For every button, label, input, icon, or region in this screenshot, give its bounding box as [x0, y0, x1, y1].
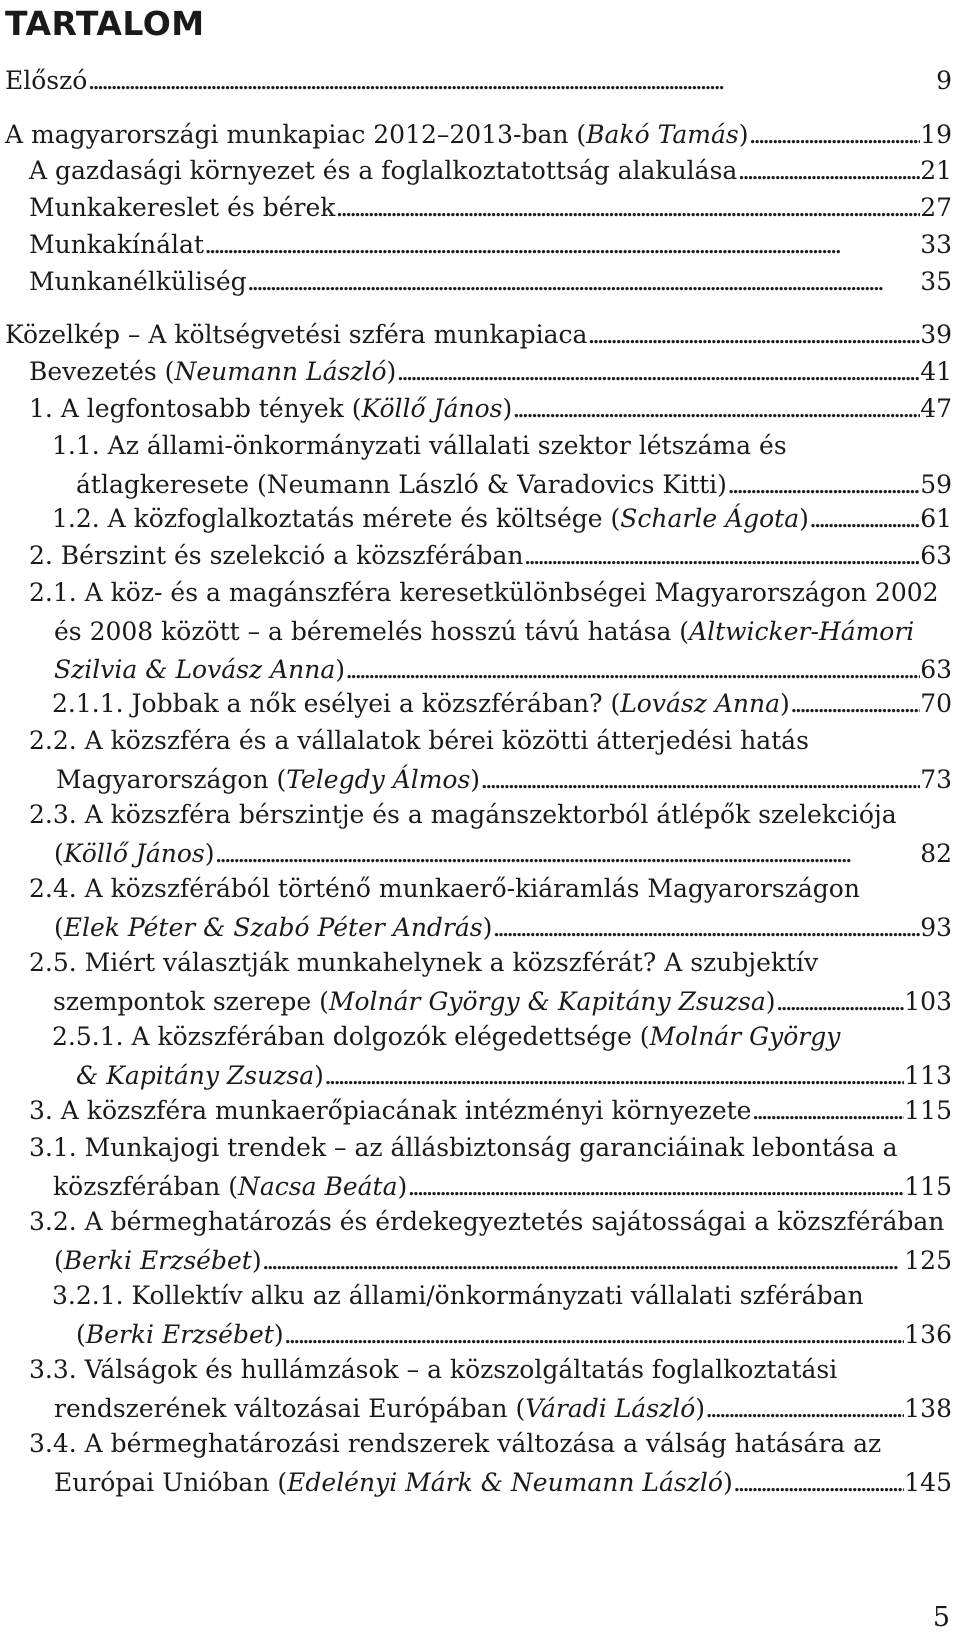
- toc-title-text: ): [335, 655, 346, 684]
- toc-title-text: (: [54, 1245, 64, 1275]
- toc-page-number: 93: [920, 912, 952, 942]
- toc-title-text: ): [738, 120, 749, 149]
- toc-title-text: 3.4. A bérmeghatározási rendszerek változása a válság hatására az: [29, 1429, 882, 1458]
- toc-page-number: 145: [904, 1467, 952, 1497]
- dot-leader: [809, 500, 920, 539]
- toc-title-text: Munkanélküliség: [29, 267, 247, 296]
- toc-entry[interactable]: [29, 1092, 952, 1131]
- toc-entry-title: [29, 226, 204, 265]
- toc-line: [29, 226, 952, 265]
- toc-entry[interactable]: [29, 152, 952, 191]
- toc-author: Edelényi Márk & Neumann László: [287, 1467, 723, 1497]
- toc-line: [29, 152, 952, 191]
- toc-page-number: 70: [920, 689, 952, 718]
- toc-title-text: 3. A közszféra munkaerőpiacának intézményi környezete: [29, 1096, 752, 1125]
- toc-page-number: 125: [904, 1245, 952, 1275]
- toc-entry-title: [54, 1464, 733, 1503]
- toc-author: Berki Erzsébet: [63, 1245, 252, 1275]
- toc-page-number: 27: [920, 193, 952, 222]
- dot-leader: [324, 1057, 904, 1096]
- toc-entry-title: [5, 316, 587, 355]
- toc-title-text: 2.3. A közszféra bérszintje és a magánszektorból átlépők szelekciója: [29, 800, 897, 829]
- toc-entry-title: [53, 1168, 407, 1207]
- toc-title-text: Európai Unióban (: [54, 1467, 288, 1497]
- toc-entry-title: [76, 1316, 284, 1355]
- toc-author: Bakó Tamás: [586, 120, 739, 149]
- toc-line: [29, 1425, 952, 1464]
- toc-title-text: Munkakereslet és bérek: [29, 193, 336, 222]
- toc-entry-title: [29, 726, 809, 755]
- toc-title-text: 2.5.1. A közszférában dolgozók elégedettsége (: [52, 1022, 650, 1051]
- toc-author: Molnár György: [649, 1022, 841, 1051]
- toc-title-text: átlagkeresete (Neumann László & Varadovics Kitti): [76, 469, 727, 499]
- dot-leader: [407, 1168, 904, 1207]
- toc-entry[interactable]: [52, 1277, 952, 1354]
- toc-entry[interactable]: [5, 116, 952, 155]
- toc-entry-title: [29, 390, 512, 429]
- toc-entry-title: [54, 651, 345, 690]
- toc-page-number: 33: [920, 230, 952, 259]
- toc-line: [29, 613, 952, 652]
- toc-author: Köllő János: [63, 838, 205, 868]
- toc-author: & Kapitány Zsuzsa: [76, 1060, 315, 1090]
- toc-entry-title: [5, 62, 87, 101]
- toc-title-text: A magyarországi munkapiac 2012–2013-ban (: [5, 120, 587, 149]
- toc-title-text: 2.1.1. Jobbak a nők esélyei a közszférában? (: [52, 689, 621, 718]
- toc-entry[interactable]: [29, 1203, 952, 1280]
- toc-entry[interactable]: [29, 870, 952, 947]
- toc-page-number: 35: [920, 267, 952, 296]
- toc-line: [29, 1390, 952, 1429]
- toc-entry[interactable]: [29, 796, 952, 873]
- toc-author: Telegdy Álmos: [286, 764, 471, 794]
- toc-author: Neumann László: [174, 357, 387, 386]
- dot-leader: [523, 537, 920, 576]
- toc-title-text: és 2008 között – a béremelés hosszú távú hatása (: [54, 616, 690, 646]
- toc-entry-title: [53, 983, 776, 1022]
- toc-title-text: Bevezetés (: [29, 357, 175, 386]
- toc-title-text: 1. A legfontosabb tények (: [29, 394, 362, 423]
- toc-title-text: ): [251, 1245, 262, 1275]
- page-title: TARTALOM: [5, 4, 205, 43]
- toc-entry-title: [52, 1281, 864, 1310]
- dot-leader: [215, 835, 921, 874]
- toc-title-text: ): [765, 986, 776, 1016]
- dot-leader: [587, 316, 920, 355]
- toc-entry-title: [29, 189, 335, 228]
- toc-title-text: 2.4. A közszférából történő munkaerő-kiáramlás Magyarországon: [29, 874, 860, 903]
- toc-author: Elek Péter & Szabó Péter András: [63, 912, 483, 942]
- toc-line: [29, 761, 952, 800]
- toc-entry[interactable]: [29, 390, 952, 429]
- toc-author: Berki Erzsébet: [85, 1319, 274, 1349]
- toc-line: [29, 870, 952, 909]
- dot-leader: [284, 1316, 905, 1355]
- toc-page-number: 47: [920, 394, 952, 423]
- toc-page-number: 82: [920, 838, 952, 868]
- toc-title-text: A gazdasági környezet és a foglalkoztatottság alakulása: [29, 156, 738, 185]
- toc-line: [5, 116, 952, 155]
- toc-entry-title: [54, 835, 215, 874]
- toc-line: [52, 500, 952, 539]
- toc-entry-title: [52, 500, 809, 539]
- toc-title-text: Magyarországon (: [56, 764, 287, 794]
- toc-title-text: ): [695, 1393, 706, 1423]
- toc-line: [29, 1203, 952, 1242]
- toc-page-number: 9: [936, 66, 952, 95]
- toc-page-number: 115: [904, 1096, 952, 1125]
- toc-entry-title: [29, 1207, 944, 1236]
- toc-title-text: ): [722, 1467, 733, 1497]
- toc-entry-title: [29, 1429, 881, 1458]
- toc-title-text: 3.2. A bérmeghatározás és érdekegyeztetés sajátosságai a közszférában: [29, 1207, 945, 1236]
- toc-entry[interactable]: [5, 316, 952, 355]
- toc-entry-title: [29, 263, 247, 302]
- toc-title-text: 3.3. Válságok és hullámzások – a közszolgáltatás foglalkoztatási: [29, 1355, 838, 1384]
- toc-title-text: ): [273, 1319, 284, 1349]
- toc-line: [29, 1464, 952, 1503]
- toc-entry[interactable]: [29, 537, 952, 576]
- toc-page-number: 59: [920, 469, 952, 499]
- toc-entry[interactable]: [29, 944, 952, 1021]
- toc-line: [29, 835, 952, 874]
- toc-entry-title: [29, 353, 396, 392]
- toc-page-number: 136: [904, 1319, 952, 1349]
- toc-line: [29, 651, 952, 690]
- toc-entry-title: [54, 1390, 705, 1429]
- toc-title-text: közszférában (: [53, 1171, 238, 1201]
- toc-title-text: 2.1. A köz- és a magánszféra keresetkülönbségei Magyarországon 2002: [29, 578, 939, 607]
- dot-leader: [705, 1390, 904, 1429]
- toc-entry-title: [29, 578, 939, 607]
- toc-page-number: 19: [920, 120, 952, 149]
- toc-author: Molnár György & Kapitány Zsuzsa: [328, 986, 766, 1016]
- toc-entry-title: [76, 1057, 324, 1096]
- toc-line: [29, 353, 952, 392]
- toc-entry-title: [56, 761, 480, 800]
- toc-entry-title: [76, 466, 727, 505]
- toc-page-number: 39: [920, 320, 952, 349]
- dot-leader: [396, 353, 920, 392]
- toc-line: [52, 685, 952, 724]
- toc-line: [5, 316, 952, 355]
- toc-entry[interactable]: [5, 62, 952, 101]
- toc-title-text: (: [54, 838, 64, 868]
- toc-title-text: 3.1. Munkajogi trendek – az állásbiztonság garanciáinak lebontása a: [29, 1133, 898, 1162]
- toc-entry[interactable]: [29, 263, 952, 302]
- toc-page-number: 138: [904, 1393, 952, 1423]
- toc-title-text: ): [386, 357, 397, 386]
- toc-entry-title: [29, 537, 523, 576]
- toc-author: Scharle Ágota: [620, 504, 800, 533]
- toc-line: [29, 189, 952, 228]
- toc-line: [29, 722, 952, 761]
- toc-title-text: (: [54, 912, 64, 942]
- toc-page-number: 73: [920, 764, 952, 794]
- toc-line: [5, 62, 952, 101]
- toc-entry-title: [29, 1133, 898, 1162]
- toc-title-text: szempontok szerepe (: [53, 986, 329, 1016]
- toc-entry[interactable]: [52, 500, 952, 539]
- toc-author: Lovász Anna: [620, 689, 780, 718]
- toc-title-text: Közelkép – A költségvetési szféra munkapiaca: [5, 320, 588, 349]
- dot-leader: [727, 466, 920, 505]
- toc-title-text: ): [204, 838, 215, 868]
- toc-entry-title: [54, 1242, 262, 1281]
- toc-title-text: ): [482, 912, 493, 942]
- dot-leader: [776, 983, 905, 1022]
- toc-entry-title: [29, 948, 818, 977]
- toc-title-text: 2.5. Miért választják munkahelynek a közszférát? A szubjektív: [29, 948, 819, 977]
- dot-leader: [204, 226, 920, 265]
- toc-line: [29, 1168, 952, 1207]
- toc-entry-title: [52, 685, 790, 724]
- toc-title-text: 2.2. A közszféra és a vállalatok bérei közötti átterjedési hatás: [29, 726, 809, 755]
- dot-leader: [345, 651, 920, 690]
- toc-entry[interactable]: [29, 574, 952, 690]
- toc-entry[interactable]: [29, 353, 952, 392]
- page-number: 5: [932, 1602, 950, 1633]
- toc-line: [29, 796, 952, 835]
- dot-leader: [480, 761, 920, 800]
- toc-entry-title: [29, 152, 737, 191]
- toc-entry-title: [52, 431, 787, 460]
- toc-line: [29, 983, 952, 1022]
- toc-page-number: 21: [920, 156, 952, 185]
- toc-page-number: 115: [904, 1171, 952, 1201]
- dot-leader: [335, 189, 920, 228]
- toc-title-text: Munkakínálat: [29, 230, 204, 259]
- toc-entry[interactable]: [52, 685, 952, 724]
- toc-page-number: 63: [920, 541, 952, 570]
- dot-leader: [751, 1092, 904, 1131]
- toc-entry[interactable]: [29, 189, 952, 228]
- toc-title-text: ): [397, 1171, 408, 1201]
- toc-title-text: (: [76, 1319, 86, 1349]
- toc-line: [29, 1351, 952, 1390]
- toc-entry[interactable]: [52, 1018, 952, 1095]
- toc-title-text: 1.1. Az állami-önkormányzati vállalati szektor létszáma és: [52, 431, 787, 460]
- dot-leader: [492, 909, 920, 948]
- toc-line: [52, 466, 952, 505]
- toc-line: [29, 1129, 952, 1168]
- toc-line: [52, 1057, 952, 1096]
- toc-author: Szilvia & Lovász Anna: [54, 655, 336, 684]
- dot-leader: [733, 1464, 905, 1503]
- toc-line: [29, 263, 952, 302]
- toc-author: Altwicker-Hámori: [689, 616, 915, 646]
- dot-leader: [262, 1242, 905, 1281]
- toc-page-number: 41: [920, 357, 952, 386]
- toc-line: [29, 944, 952, 983]
- toc-line: [52, 1018, 952, 1057]
- toc-title-text: ): [314, 1060, 324, 1090]
- toc-line: [29, 574, 952, 613]
- toc-entry[interactable]: [29, 722, 952, 799]
- dot-leader: [247, 263, 921, 302]
- toc-entry[interactable]: [29, 1425, 952, 1502]
- toc-entry-title: [5, 116, 748, 155]
- toc-line: [52, 427, 952, 466]
- toc-page-number: 63: [920, 655, 952, 684]
- toc-title-text: ): [799, 504, 809, 533]
- dot-leader: [748, 116, 920, 155]
- toc-author: Váradi László: [525, 1393, 696, 1423]
- toc-entry[interactable]: [29, 1351, 952, 1428]
- toc-page-number: 113: [904, 1060, 952, 1090]
- toc-entry[interactable]: [29, 226, 952, 265]
- toc-entry[interactable]: [52, 427, 952, 504]
- toc-title-text: rendszerének változásai Európában (: [54, 1393, 526, 1423]
- dot-leader: [737, 152, 920, 191]
- toc-author: Köllő János: [361, 394, 503, 423]
- toc-title-text: ): [780, 689, 790, 718]
- toc-entry-title: [29, 1092, 751, 1131]
- toc-line: [29, 909, 952, 948]
- toc-entry[interactable]: [29, 1129, 952, 1206]
- toc-title-text: ): [470, 764, 481, 794]
- toc-line: [29, 1242, 952, 1281]
- toc-entry-title: [54, 617, 914, 646]
- toc-title-text: Előszó: [5, 66, 88, 95]
- toc-line: [52, 1316, 952, 1355]
- dot-leader: [87, 62, 936, 101]
- toc-entry-title: [29, 1355, 837, 1384]
- toc-entry-title: [29, 800, 897, 829]
- toc-entry-title: [29, 874, 860, 903]
- toc-entry-title: [52, 1022, 840, 1051]
- toc-page-number: 103: [904, 986, 952, 1016]
- toc-entry-title: [54, 909, 492, 948]
- dot-leader: [512, 390, 920, 429]
- toc-line: [29, 1092, 952, 1131]
- toc-line: [29, 390, 952, 429]
- toc-line: [52, 1277, 952, 1316]
- toc-title-text: ): [502, 394, 513, 423]
- dot-leader: [790, 685, 920, 724]
- toc-line: [29, 537, 952, 576]
- toc-title-text: 2. Bérszint és szelekció a közszférában: [29, 541, 524, 570]
- toc-author: Nacsa Beáta: [238, 1171, 398, 1201]
- toc-title-text: 1.2. A közfoglalkoztatás mérete és költsége (: [52, 504, 621, 533]
- toc-title-text: 3.2.1. Kollektív alku az állami/önkormányzati vállalati szférában: [52, 1281, 864, 1310]
- toc-page-number: 61: [920, 504, 952, 533]
